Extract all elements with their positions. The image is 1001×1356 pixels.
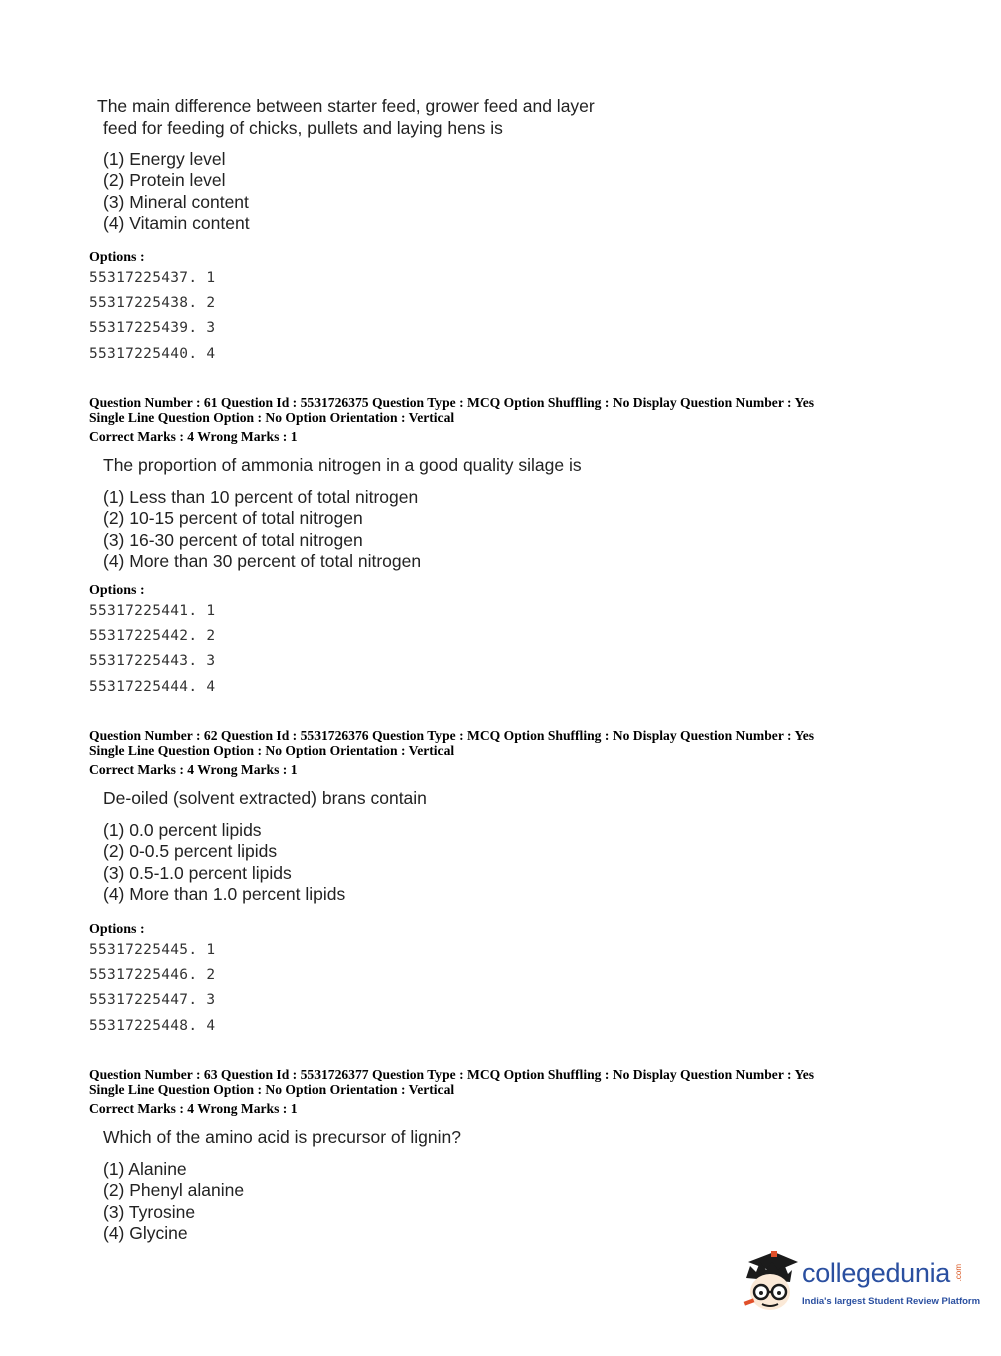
logo-suffix: .com bbox=[954, 1264, 963, 1282]
option-id: 55317225446. 2 bbox=[89, 967, 216, 984]
q62-stem: De-oiled (solvent extracted) brans contain bbox=[103, 788, 427, 808]
q63-choices bbox=[103, 1159, 244, 1244]
option-id: 55317225439. 3 bbox=[89, 320, 216, 337]
choice: (1) Less than 10 percent of total nitrogen bbox=[103, 487, 419, 507]
option-id: 55317225448. 4 bbox=[89, 1017, 216, 1034]
q62-choices bbox=[103, 820, 345, 905]
choice: (1) Alanine bbox=[103, 1159, 187, 1179]
choice: (4) Vitamin content bbox=[103, 212, 250, 233]
choice: (2) 10-15 percent of total nitrogen bbox=[103, 508, 363, 529]
mascot-icon bbox=[740, 1248, 800, 1318]
meta-line: Single Line Question Option : No Option Orientation : Vertical bbox=[89, 410, 455, 425]
options-label: Options : bbox=[89, 250, 145, 265]
meta-line: Question Number : 61 Question Id : 5531726375 Question Type : MCQ Option Shuffling : No Display Question Number : Yes bbox=[89, 395, 815, 410]
option-id: 55317225437. 1 bbox=[89, 270, 216, 286]
meta-line: Single Line Question Option : No Option Orientation : Vertical bbox=[89, 1082, 455, 1097]
q61-choices bbox=[103, 487, 421, 572]
collegedunia-logo[interactable] bbox=[740, 1248, 981, 1318]
logo-tagline: India's largest Student Review Platform bbox=[802, 1296, 981, 1307]
choice: (4) More than 1.0 percent lipids bbox=[103, 883, 346, 904]
options-label: Options : bbox=[89, 922, 145, 937]
option-id: 55317225442. 2 bbox=[89, 628, 216, 645]
options-label: Options : bbox=[89, 583, 145, 598]
choice: (2) Phenyl alanine bbox=[103, 1180, 245, 1201]
q62-meta bbox=[89, 728, 814, 777]
q60-stem bbox=[97, 95, 595, 139]
meta-line: Question Number : 62 Question Id : 5531726376 Question Type : MCQ Option Shuffling : No Display Question Number : Yes bbox=[89, 728, 815, 743]
choice: (3) 16-30 percent of total nitrogen bbox=[103, 529, 363, 550]
option-id: 55317225443. 3 bbox=[89, 653, 216, 670]
q60-choices bbox=[103, 149, 250, 234]
q60-stem-line-1: The main difference between starter feed, grower feed and layer bbox=[97, 96, 595, 116]
marks-line: Correct Marks : 4 Wrong Marks : 1 bbox=[89, 429, 298, 444]
q62-option-ids bbox=[89, 938, 215, 1039]
choice: (1) 0.0 percent lipids bbox=[103, 820, 262, 840]
option-id: 55317225438. 2 bbox=[89, 295, 216, 312]
q60-stem-line-2: feed for feeding of chicks, pullets and laying hens is bbox=[103, 118, 503, 138]
q61-meta bbox=[89, 395, 814, 444]
q60-option-ids bbox=[89, 266, 215, 367]
option-id: 55317225440. 4 bbox=[89, 345, 216, 362]
choice: (2) 0-0.5 percent lipids bbox=[103, 841, 278, 862]
q63-stem: Which of the amino acid is precursor of lignin? bbox=[103, 1127, 461, 1147]
choice: (4) More than 30 percent of total nitrogen bbox=[103, 550, 422, 571]
option-id: 55317225445. 1 bbox=[89, 942, 216, 958]
choice: (2) Protein level bbox=[103, 170, 226, 191]
choice: (3) 0.5-1.0 percent lipids bbox=[103, 862, 292, 883]
meta-line: Question Number : 63 Question Id : 5531726377 Question Type : MCQ Option Shuffling : No Display Question Number : Yes bbox=[89, 1067, 815, 1082]
option-id: 55317225441. 1 bbox=[89, 603, 216, 619]
q63-meta bbox=[89, 1067, 814, 1116]
choice: (3) Mineral content bbox=[103, 191, 249, 212]
option-id: 55317225447. 3 bbox=[89, 992, 216, 1009]
choice: (1) Energy level bbox=[103, 149, 226, 169]
logo-wordmark: collegedunia bbox=[802, 1258, 951, 1288]
choice: (4) Glycine bbox=[103, 1222, 188, 1243]
marks-line: Correct Marks : 4 Wrong Marks : 1 bbox=[89, 1101, 298, 1116]
marks-line: Correct Marks : 4 Wrong Marks : 1 bbox=[89, 762, 298, 777]
q61-option-ids bbox=[89, 599, 215, 700]
q61-stem: The proportion of ammonia nitrogen in a good quality silage is bbox=[103, 455, 582, 475]
meta-line: Single Line Question Option : No Option Orientation : Vertical bbox=[89, 743, 455, 758]
option-id: 55317225444. 4 bbox=[89, 678, 216, 695]
choice: (3) Tyrosine bbox=[103, 1201, 196, 1222]
